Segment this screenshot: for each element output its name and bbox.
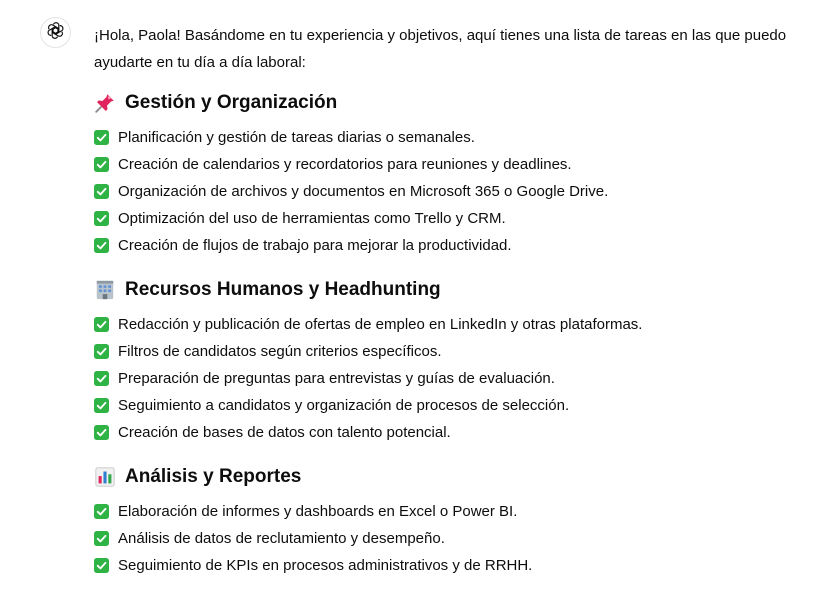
- section: [94, 88, 794, 259]
- list-item: [94, 552, 794, 579]
- list-item-text: Elaboración de informes y dashboards en Excel o Power BI.: [118, 503, 518, 520]
- task-list: [94, 124, 794, 259]
- check-mark-icon: [94, 558, 109, 573]
- check-mark-icon: [94, 344, 109, 359]
- list-item-text: Organización de archivos y documentos en Microsoft 365 o Google Drive.: [118, 183, 609, 200]
- pushpin-icon: [94, 92, 116, 114]
- list-item-text: Creación de flujos de trabajo para mejorar la productividad.: [118, 237, 512, 254]
- list-item: [94, 498, 794, 525]
- list-item-text: Creación de calendarios y recordatorios para reuniones y deadlines.: [118, 156, 572, 173]
- check-mark-icon: [94, 130, 109, 145]
- chatgpt-logo-icon: [46, 21, 65, 45]
- list-item-text: Planificación y gestión de tareas diarias o semanales.: [118, 129, 475, 146]
- check-mark-icon: [94, 211, 109, 226]
- list-item-text: Seguimiento de KPIs en procesos administrativos y de RRHH.: [118, 557, 533, 574]
- check-mark-icon: [94, 531, 109, 546]
- section-heading: [94, 88, 794, 118]
- section-title: Recursos Humanos y Headhunting: [125, 279, 441, 300]
- list-item: [94, 525, 794, 552]
- list-item: [94, 232, 794, 259]
- section-heading: [94, 275, 794, 305]
- list-item: [94, 311, 794, 338]
- list-item: [94, 419, 794, 446]
- intro-paragraph: ¡Hola, Paola! Basándome en tu experiencia y objetivos, aquí tienes una lista de tareas en las que puedo ayudarte en tu día a día laboral:: [94, 27, 787, 71]
- list-item-text: Creación de bases de datos con talento potencial.: [118, 424, 451, 441]
- list-item: [94, 151, 794, 178]
- section-title: Análisis y Reportes: [125, 466, 302, 487]
- check-mark-icon: [94, 238, 109, 253]
- list-item-text: Redacción y publicación de ofertas de empleo en LinkedIn y otras plataformas.: [118, 316, 643, 333]
- list-item-text: Preparación de preguntas para entrevistas y guías de evaluación.: [118, 370, 555, 387]
- list-item-text: Optimización del uso de herramientas como Trello y CRM.: [118, 210, 506, 227]
- section-title: Gestión y Organización: [125, 92, 338, 113]
- check-mark-icon: [94, 184, 109, 199]
- list-item: [94, 392, 794, 419]
- sections-container: [94, 88, 794, 579]
- task-list: [94, 498, 794, 579]
- check-mark-icon: [94, 425, 109, 440]
- check-mark-icon: [94, 317, 109, 332]
- list-item: [94, 338, 794, 365]
- assistant-message: [94, 22, 794, 579]
- section: [94, 462, 794, 579]
- task-list: [94, 311, 794, 446]
- list-item: [94, 365, 794, 392]
- check-mark-icon: [94, 504, 109, 519]
- list-item-text: Seguimiento a candidatos y organización de procesos de selección.: [118, 397, 570, 414]
- check-mark-icon: [94, 371, 109, 386]
- bar-chart-icon: [94, 466, 116, 488]
- list-item: [94, 124, 794, 151]
- check-mark-icon: [94, 398, 109, 413]
- office-building-icon: [94, 279, 116, 301]
- list-item: [94, 205, 794, 232]
- list-item-text: Análisis de datos de reclutamiento y desempeño.: [118, 530, 445, 547]
- list-item: [94, 178, 794, 205]
- list-item-text: Filtros de candidatos según criterios específicos.: [118, 343, 442, 360]
- check-mark-icon: [94, 157, 109, 172]
- section: [94, 275, 794, 446]
- section-heading: [94, 462, 794, 492]
- assistant-avatar: [40, 17, 71, 48]
